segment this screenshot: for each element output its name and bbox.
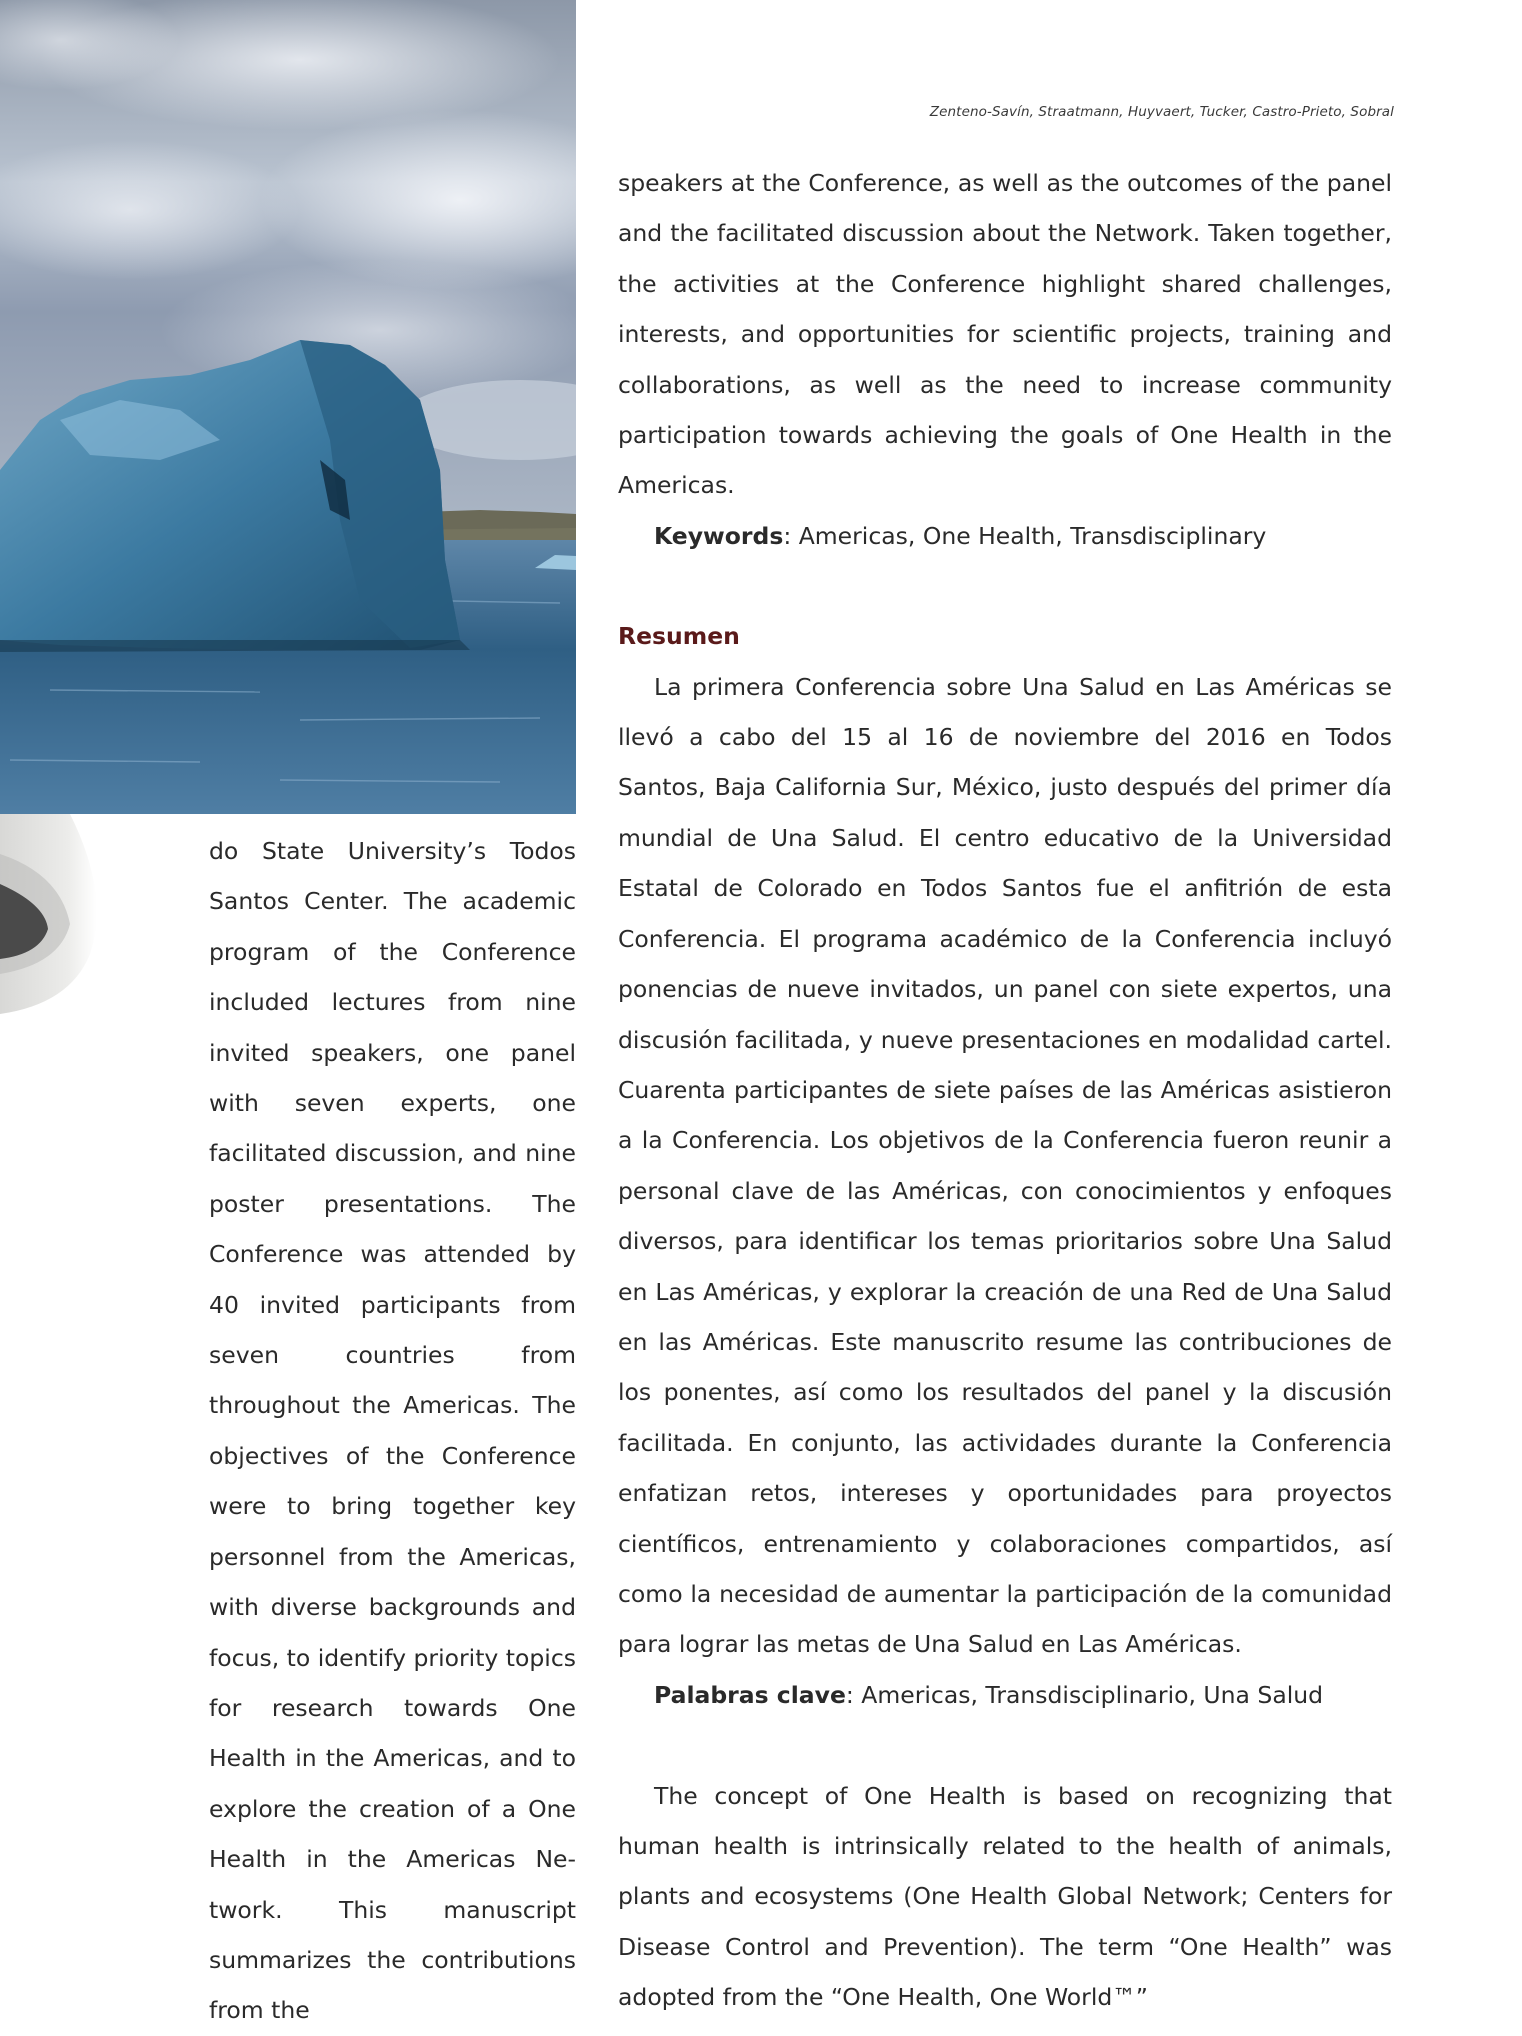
lens-object-svg — [0, 814, 110, 1014]
keywords-label: Keywords — [654, 521, 784, 550]
right-column — [618, 158, 1392, 2023]
abstract-left-text: do State University’s Todos Santos Center. The academic program of the Conference included lectures from nine invited speakers, one panel with seven experts, one facilitated discussion, and nine poster presentations. The Conference was attended by 40 invited participants from seven countries from throughout the Americas. The objectives of the Conference were to bring together key personnel from the Americas, with diverse backgrounds and focus, to identify priority topics for research towards One Health in the Americas, and to explore the creation of a One Health in the Americas Network. This manuscript summarizes the contributions from the — [209, 837, 576, 2025]
running-header-authors: Zenteno-Savín, Straatmann, Huyvaert, Tucker, Castro-Prieto, Sobral — [929, 104, 1394, 120]
abstract-continuation: speakers at the Conference, as well as the outcomes of the panel and the facilitated discussion about the Network. Taken together, the activities at the Conference highlight shared challenges, interests, and opportunities for scientific projects, training and collaborations, as well as the need to increase community participation towards achieving the goals of One Health in the Americas. — [618, 169, 1392, 500]
resumen-text: La primera Conferencia sobre Una Salud en Las Américas se llevó a cabo del 15 al 16 de noviembre del 2016 en Todos Santos, Baja California Sur, México, justo después del primer día mundial de Una Salud. El centro educativo de la Universidad Estatal de Colorado en Todos Santos fue el anfitrión de esta Conferencia. El programa académico de la Conferencia incluyó ponencias de nueve invitados, un panel con siete expertos, una discusión facilitada, y nueve presentaciones en modalidad cartel. Cuarenta participantes de siete países de las Américas asistieron a la Conferencia. Los objetivos de la Conferencia fueron reunir a personal clave de las Américas, con conocimientos y enfoques diversos, para identificar los temas prioritarios sobre Una Salud en Las Américas, y explorar la creación de una Red de Una Salud en las Américas. Este manuscrito resume las contribuciones de los ponentes, así como los resultados del panel y la discusión facilitada. En conjunto, las actividades durante la Conferencia enfatizan retos, intereses y oportunidades para proyectos científicos, entrenamiento y colaboraciones compartidos, así como la necesidad de aumentar la participación de la comunidad para lograr las metas de Una Salud en Las Américas. — [618, 672, 1392, 1659]
resumen-heading: Resumen — [618, 622, 740, 651]
left-column — [209, 826, 576, 2036]
intro-text: The concept of One Health is based on recognizing that human health is intrinsically related to the health of animals, plants and ecosystems (One Health Global Network; Centers for Disease Control and Prevention). The term “One Health” was adopted from the “One Health, One World™” — [618, 1781, 1392, 2012]
iceberg-photo — [0, 0, 576, 814]
section-spacer — [618, 1720, 1392, 1770]
lens-object-image — [0, 814, 110, 1014]
keywords-line — [618, 511, 1392, 561]
palabras-clave-label: Palabras clave — [654, 1680, 846, 1709]
palabras-clave-text: : Americas, Transdisciplinario, Una Salud — [845, 1680, 1324, 1709]
iceberg-photo-svg — [0, 0, 576, 814]
palabras-clave-line — [618, 1670, 1392, 1720]
keywords-text: : Americas, One Health, Transdisciplinary — [783, 521, 1267, 550]
